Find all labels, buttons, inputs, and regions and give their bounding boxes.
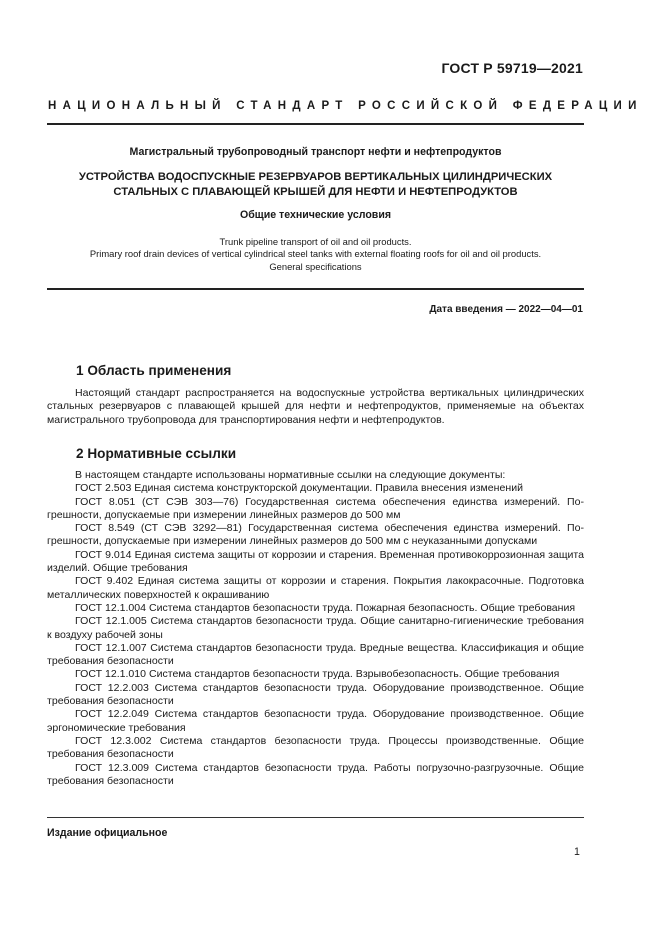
english-title-line: General specifications	[269, 260, 362, 272]
document-subject: Магистральный трубопроводный транспорт нефти и нефтепродуктов	[129, 146, 502, 158]
reference-item: ГОСТ 12.1.005 Система стандартов безопасности труда. Общие санитарно-гигиенические требования к воздуху рабочей зоны	[47, 615, 584, 641]
introduction-date: Дата введения — 2022—04—01	[429, 304, 583, 315]
references-intro: В настоящем стандарте использованы нормативные ссылки на следующие документы:	[75, 469, 506, 481]
reference-item: ГОСТ 12.3.002 Система стандартов безопасности труда. Процессы производственные. Общие требования безопасности	[47, 734, 584, 761]
reference-item: ГОСТ 12.3.009 Система стандартов безопасности труда. Работы погрузочно-разгрузочные. Общие требования безопасности	[47, 761, 584, 787]
english-title-line: Primary roof drain devices of vertical cylindrical steel tanks with external floating roofs for oil and oil products.	[89, 248, 542, 260]
reference-item: ГОСТ 12.2.049 Система стандартов безопасности труда. Оборудование производственное. Общие эргономические требования	[47, 708, 584, 734]
footer-divider	[47, 817, 584, 818]
document-title	[47, 170, 584, 200]
reference-item: ГОСТ 8.051 (СТ СЭВ 303—76) Государственная система обеспечения единства измерений. Погрешности, допускаемые при измерении линейных размеров до 500 мм	[47, 495, 584, 521]
top-divider	[47, 123, 584, 125]
document-subtitle: Общие технические условия	[239, 209, 392, 221]
english-title	[47, 236, 584, 273]
reference-item: ГОСТ 12.1.007 Система стандартов безопасности труда. Вредные вещества. Классификация и общие требования безопасности	[47, 641, 584, 668]
reference-item: ГОСТ 9.014 Единая система защиты от коррозии и старения. Временная противокоррозионная защита изделий. Общие требования	[47, 548, 584, 575]
bottom-divider	[47, 288, 584, 290]
national-standard-heading: НАЦИОНАЛЬНЫЙ СТАНДАРТ РОССИЙСКОЙ ФЕДЕРАЦИИ	[48, 100, 643, 112]
reference-item: ГОСТ 12.1.010 Система стандартов безопасности труда. Взрывобезопасность. Общие требования	[75, 668, 560, 681]
reference-item: ГОСТ 8.549 (СТ СЭВ 3292—81) Государственная система обеспечения единства измерений. Погрешности, допускаемые при измерении линейных размеров до 500 мм с неуказанными допусками	[47, 522, 584, 548]
standard-number: ГОСТ Р 59719—2021	[441, 60, 583, 76]
reference-item: ГОСТ 12.1.004 Система стандартов безопасности труда. Пожарная безопасность. Общие требования	[75, 601, 576, 614]
title-line: УСТРОЙСТВА ВОДОСПУСКНЫЕ РЕЗЕРВУАРОВ ВЕРТИКАЛЬНЫХ ЦИЛИНДРИЧЕСКИХ	[78, 171, 553, 183]
title-line: СТАЛЬНЫХ С ПЛАВАЮЩЕЙ КРЫШЕЙ ДЛЯ НЕФТИ И НЕФТЕПРОДУКТОВ	[113, 186, 518, 198]
page-number: 1	[574, 846, 580, 858]
section-heading-scope: 1 Область применения	[76, 363, 232, 378]
scope-paragraph: Настоящий стандарт распространяется на водоспускные устройства вертикальных цилиндрических стальных резервуаров с плавающей крышей для нефти и нефтепродуктов, применяемые на объектах магистрального трубопровода для транспортирования нефти и нефтепродуктов.	[47, 387, 584, 426]
english-title-line: Trunk pipeline transport of oil and oil products.	[219, 236, 412, 247]
section-heading-normative-references: 2 Нормативные ссылки	[76, 446, 237, 461]
normative-references-list	[47, 469, 584, 788]
reference-item: ГОСТ 2.503 Единая система конструкторской документации. Правила внесения изменений	[75, 482, 523, 495]
reference-item: ГОСТ 12.2.003 Система стандартов безопасности труда. Оборудование производственное. Общие требования безопасности	[47, 681, 584, 708]
reference-item: ГОСТ 9.402 Единая система защиты от коррозии и старения. Покрытия лакокрасочные. Подготовка металлических поверхностей к окрашиванию	[47, 575, 584, 601]
official-edition-label: Издание официальное	[47, 827, 168, 839]
